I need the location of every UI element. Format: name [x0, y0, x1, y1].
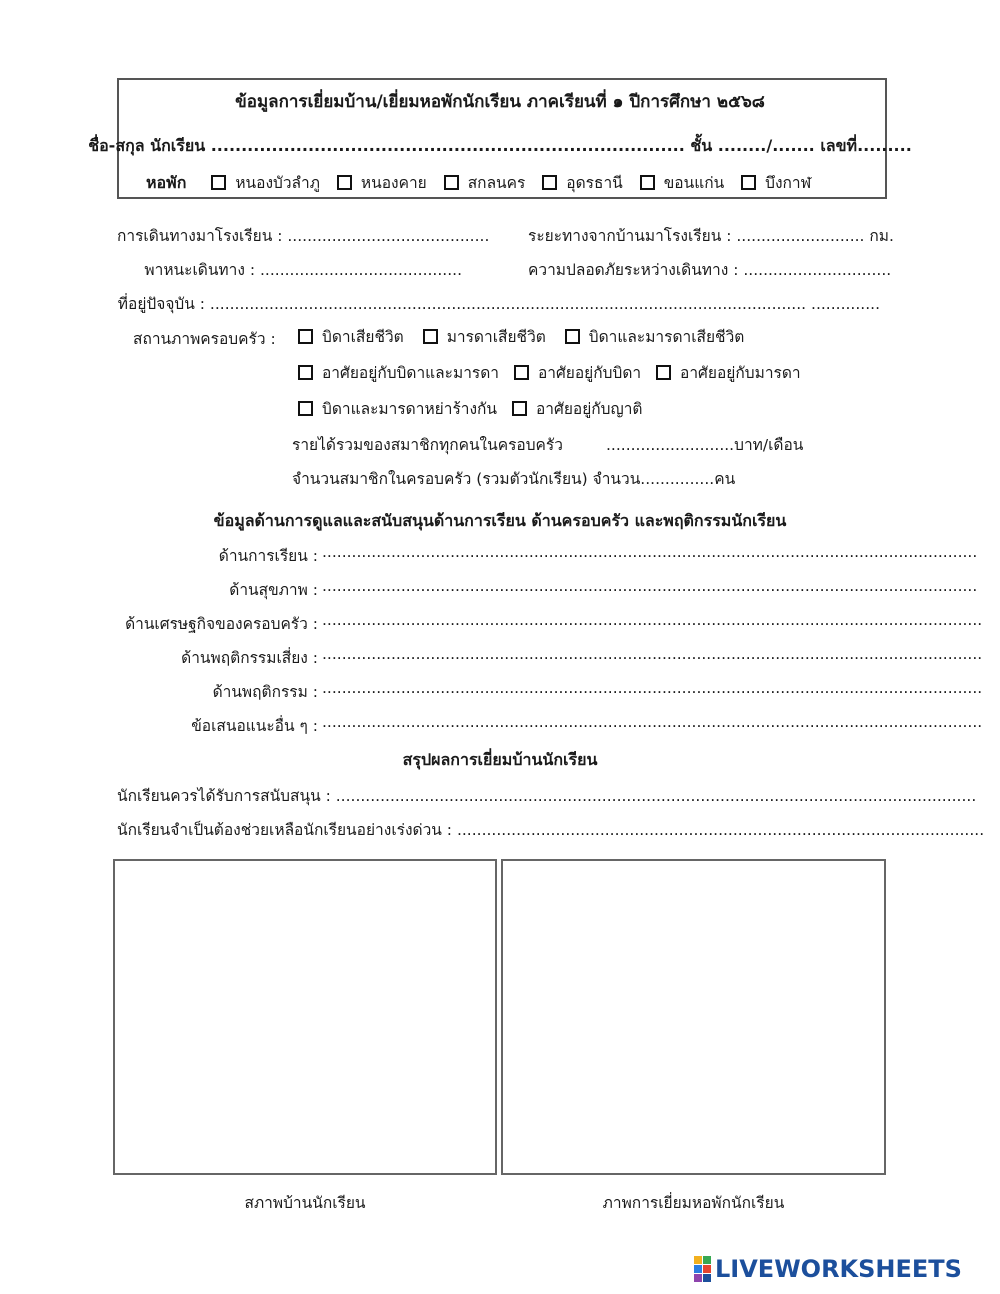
- family-option[interactable]: อาศัยอยู่กับญาติ: [512, 400, 643, 418]
- checkbox[interactable]: [565, 329, 580, 344]
- dorm-option[interactable]: อุดรธานี: [542, 174, 622, 192]
- liveworksheets-logo: [694, 1253, 962, 1285]
- family-options-row-1: [298, 324, 744, 349]
- support-row-label: ด้านพฤติกรรมเสี่ยง :: [181, 649, 318, 667]
- student-name-line[interactable]: ชื่อ-สกุล นักเรียน .............................................................................. ชั้น ......../....... เลขที่.........: [88, 136, 912, 155]
- summary-heading: สรุปผลการเยี่ยมบ้านนักเรียน: [402, 750, 598, 769]
- dorm-option[interactable]: ขอนแก่น: [640, 174, 724, 192]
- support-row-label: ด้านการเรียน :: [218, 547, 318, 565]
- travel-field[interactable]: การเดินทางมาโรงเรียน : .........................................: [117, 227, 490, 245]
- safety-field[interactable]: ความปลอดภัยระหว่างเดินทาง : ..............................: [528, 261, 892, 279]
- address-field[interactable]: ที่อยู่ปัจจุบัน : ......................................................................................................................... ..............: [117, 295, 880, 313]
- checkbox[interactable]: [656, 365, 671, 380]
- support-needed-field[interactable]: นักเรียนควรได้รับการสนับสนุน : ..................................................................................................................................: [117, 787, 977, 805]
- support-row-label: ด้านสุขภาพ :: [229, 581, 318, 599]
- support-heading: ข้อมูลด้านการดูแลและสนับสนุนด้านการเรียน ด้านครอบครัว และพฤติกรรมนักเรียน: [213, 511, 787, 530]
- checkbox[interactable]: [298, 329, 313, 344]
- support-row-field[interactable]: .....................................................................................................................................: [322, 577, 978, 595]
- family-options-row-2: [298, 360, 801, 385]
- income-label: รายได้รวมของสมาชิกทุกคนในครอบครัว: [292, 436, 563, 454]
- family-option[interactable]: อาศัยอยู่กับบิดาและมารดา: [298, 364, 499, 382]
- family-option[interactable]: บิดาและมารดาหย่าร้างกัน: [298, 400, 497, 418]
- support-row-field[interactable]: ......................................................................................................................................: [322, 713, 983, 731]
- checkbox[interactable]: [211, 175, 226, 190]
- urgent-help-field[interactable]: นักเรียนจำเป็นต้องช่วยเหลือนักเรียนอย่างเร่งด่วน : ...........................................................................................................: [117, 821, 985, 839]
- distance-field[interactable]: ระยะทางจากบ้านมาโรงเรียน : .......................... กม.: [528, 227, 894, 245]
- dorm-label: หอพัก: [146, 173, 187, 192]
- checkbox[interactable]: [514, 365, 529, 380]
- members-field[interactable]: จำนวนสมาชิกในครอบครัว (รวมตัวนักเรียน) จำนวน...............คน: [292, 470, 736, 488]
- checkbox[interactable]: [640, 175, 655, 190]
- dorm-option[interactable]: หนองบัวลำภู: [211, 174, 320, 192]
- checkbox[interactable]: [298, 365, 313, 380]
- family-options-row-3: [298, 396, 643, 421]
- form-title: ข้อมูลการเยี่ยมบ้าน/เยี่ยมหอพักนักเรียน ภาคเรียนที่ ๑ ปีการศึกษา ๒๕๖๘: [235, 92, 765, 112]
- house-photo-box[interactable]: [113, 859, 497, 1175]
- dorm-visit-photo-caption: ภาพการเยี่ยมหอพักนักเรียน: [602, 1194, 785, 1212]
- house-photo-caption: สภาพบ้านนักเรียน: [244, 1194, 366, 1212]
- dorm-option[interactable]: บึงกาฬ: [741, 174, 811, 192]
- family-option[interactable]: มารดาเสียชีวิต: [423, 328, 546, 346]
- support-row-label: ข้อเสนอแนะอื่น ๆ :: [191, 717, 318, 735]
- support-row-label: ด้านพฤติกรรม :: [212, 683, 318, 701]
- checkbox[interactable]: [423, 329, 438, 344]
- checkbox[interactable]: [741, 175, 756, 190]
- vehicle-field[interactable]: พาหนะเดินทาง : .........................................: [144, 261, 462, 279]
- support-row-label: ด้านเศรษฐกิจของครอบครัว :: [125, 615, 318, 633]
- checkbox[interactable]: [298, 401, 313, 416]
- support-row-field[interactable]: ......................................................................................................................................: [322, 611, 983, 629]
- checkbox[interactable]: [542, 175, 557, 190]
- checkbox[interactable]: [444, 175, 459, 190]
- family-option[interactable]: บิดาเสียชีวิต: [298, 328, 404, 346]
- checkbox[interactable]: [337, 175, 352, 190]
- dorm-option[interactable]: สกลนคร: [444, 174, 526, 192]
- dorm-option[interactable]: หนองคาย: [337, 174, 427, 192]
- checkbox[interactable]: [512, 401, 527, 416]
- income-field[interactable]: ..........................บาท/เดือน: [606, 436, 804, 454]
- liveworksheets-logo-text: LIVEWORKSHEETS: [715, 1255, 962, 1283]
- family-option[interactable]: อาศัยอยู่กับบิดา: [514, 364, 641, 382]
- support-row-field[interactable]: ......................................................................................................................................: [322, 645, 983, 663]
- family-status-label: สถานภาพครอบครัว :: [133, 330, 276, 348]
- support-row-field[interactable]: .....................................................................................................................................: [322, 543, 978, 561]
- dorm-row: [146, 170, 811, 196]
- family-option[interactable]: อาศัยอยู่กับมารดา: [656, 364, 801, 382]
- dorm-visit-photo-box[interactable]: [501, 859, 886, 1175]
- family-option[interactable]: บิดาและมารดาเสียชีวิต: [565, 328, 745, 346]
- liveworksheets-logo-icon: [694, 1256, 711, 1282]
- support-row-field[interactable]: ......................................................................................................................................: [322, 679, 983, 697]
